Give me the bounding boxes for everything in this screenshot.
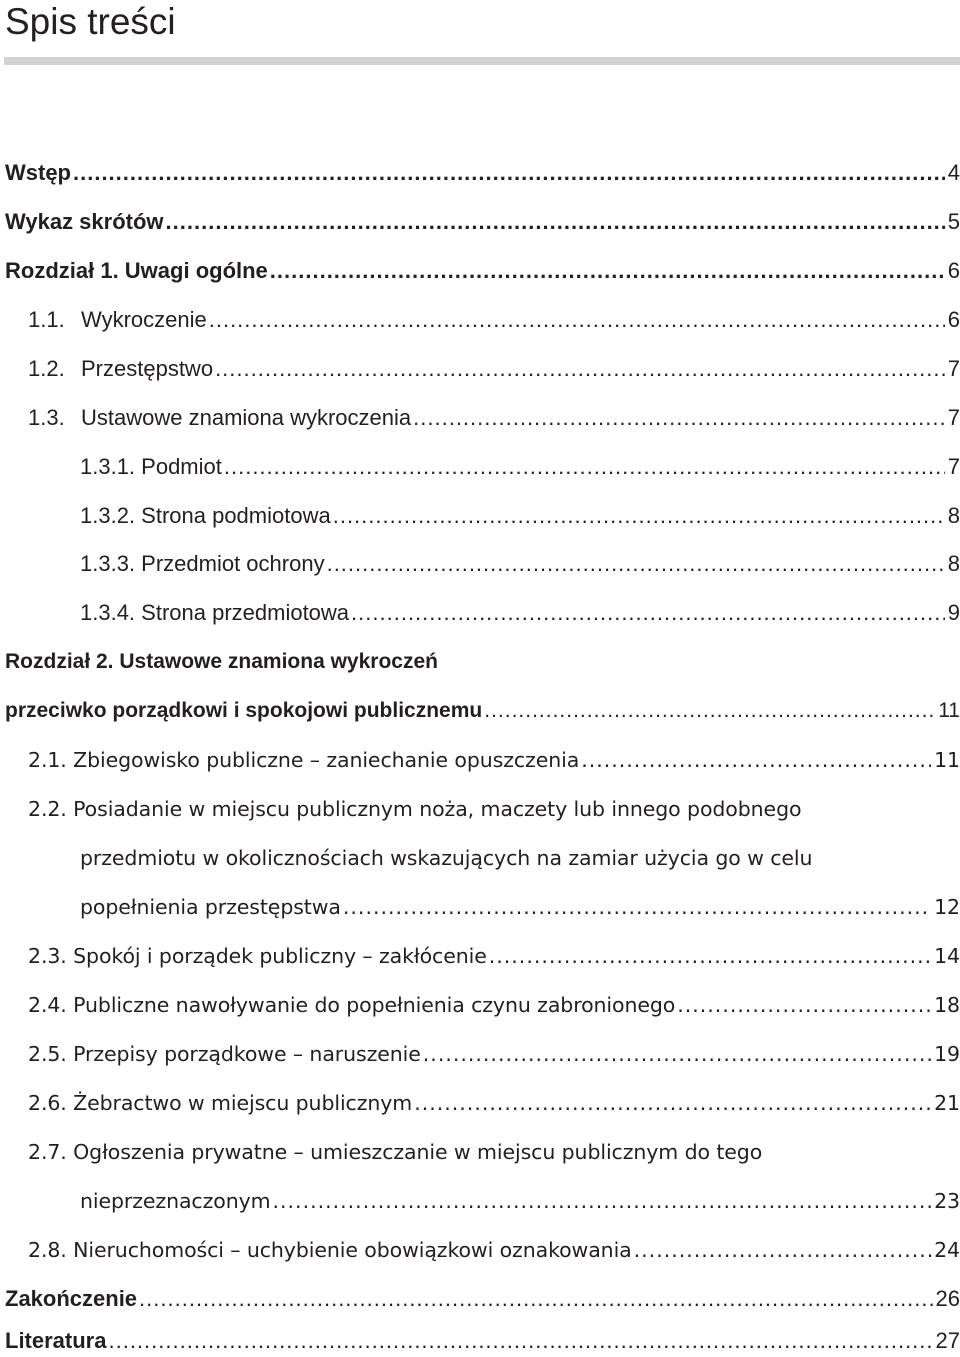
toc-entry-label: 2.1. Zbiegowisko publiczne – zaniechanie opuszczenia	[28, 748, 580, 772]
toc-page-number: 6	[947, 258, 960, 283]
toc-page-number: 5	[947, 209, 960, 234]
toc-entry-label: nieprzeznaczonym	[80, 1189, 271, 1213]
toc-entry-2-8[interactable]	[28, 1234, 960, 1266]
toc-leader-dots	[484, 695, 935, 727]
toc-page-number: 7	[947, 454, 960, 479]
toc-page-number: 6	[947, 307, 960, 332]
toc-entry-2-1[interactable]	[28, 744, 960, 776]
toc-entry-label: Ustawowe znamiona wykroczenia	[81, 405, 412, 430]
toc-entry-number: 1.3.	[28, 405, 65, 430]
toc-leader-dots	[333, 500, 945, 532]
toc-page-number: 18	[934, 993, 960, 1017]
toc-entry-2-4[interactable]	[28, 989, 960, 1021]
toc-leader-dots	[414, 1087, 931, 1119]
toc-entry-zakonczenie[interactable]	[5, 1283, 960, 1315]
toc-leader-dots	[166, 206, 945, 238]
toc-page-number: 7	[947, 405, 960, 430]
toc-leader-dots	[273, 1185, 932, 1217]
toc-entry-1-2[interactable]	[28, 353, 960, 385]
toc-entry-2-5[interactable]	[28, 1038, 960, 1070]
toc-entry-1-3-1[interactable]	[80, 451, 960, 483]
toc-page-number: 23	[934, 1189, 960, 1213]
toc-entry-label: 2.3. Spokój i porządek publiczny – zakłócenie	[28, 944, 487, 968]
toc-page-number: 4	[947, 160, 960, 185]
toc-entry-literatura[interactable]	[5, 1325, 960, 1357]
toc-leader-dots	[108, 1325, 932, 1357]
toc-entry-label: 1.3.4. Strona przedmiotowa	[80, 600, 350, 625]
toc-entry-2-7-line1[interactable]: 2.7. Ogłoszenia prywatne – umieszczanie w miejscu publicznym do tego	[28, 1140, 763, 1164]
toc-entry-1-3-4[interactable]	[80, 597, 960, 629]
toc-entry-label: Wykaz skrótów	[5, 209, 164, 234]
toc-entry-label: 2.4. Publiczne nawoływanie do popełnienia czynu zabronionego	[28, 993, 676, 1017]
toc-entry-label: 2.8. Nieruchomości – uchybienie obowiązkowi oznakowania	[28, 1238, 632, 1262]
toc-entry-label: 1.3.1. Podmiot	[80, 454, 222, 479]
toc-leader-dots	[581, 744, 931, 776]
toc-entry-rozdzial-2-line1[interactable]	[5, 646, 438, 678]
toc-leader-dots	[423, 1038, 931, 1070]
toc-page-number: 8	[947, 551, 960, 576]
toc-page-number: 9	[947, 600, 960, 625]
toc-leader-dots	[343, 891, 931, 923]
toc-page-number: 19	[934, 1042, 960, 1066]
toc-entry-label: Przestępstwo	[81, 356, 214, 381]
toc-leader-dots	[224, 451, 945, 483]
toc-page-number: 26	[935, 1286, 960, 1311]
toc-entry-label: 1.3.2. Strona podmiotowa	[80, 503, 331, 528]
toc-entry-2-6[interactable]	[28, 1087, 960, 1119]
toc-entry-label: 1.3.3. Przedmiot ochrony	[80, 551, 325, 576]
toc-entry-2-3[interactable]	[28, 940, 960, 972]
toc-entry-2-2-line2[interactable]: przedmiotu w okolicznościach wskazujących na zamiar użycia go w celu	[80, 846, 813, 870]
toc-entry-1-3[interactable]	[28, 402, 960, 434]
toc-entry-label: Rozdział 1. Uwagi ogólne	[5, 258, 268, 283]
toc-leader-dots	[413, 402, 945, 434]
toc-entry-label: Zakończenie	[5, 1286, 138, 1311]
toc-entry-1-3-3[interactable]	[80, 548, 960, 580]
toc-entry-rozdzial-2[interactable]	[5, 695, 960, 727]
toc-entry-label: Ustawowe znamiona wykroczeń	[119, 650, 438, 673]
toc-leader-dots	[139, 1283, 932, 1315]
toc-entry-label: Wstęp	[5, 160, 71, 185]
toc-leader-dots	[73, 157, 945, 189]
toc-entry-1-1[interactable]	[28, 304, 960, 336]
toc-page-number: 7	[947, 356, 960, 381]
toc-page-number: 14	[934, 944, 960, 968]
toc-leader-dots	[270, 255, 945, 287]
toc-page-number: 12	[934, 895, 960, 919]
toc-leader-dots	[215, 353, 945, 385]
toc-entry-label: Wykroczenie	[81, 307, 207, 332]
toc-entry-label: 2.6. Żebractwo w miejscu publicznym	[28, 1091, 413, 1115]
toc-entry-1-3-2[interactable]	[80, 500, 960, 532]
page-title: Spis treści	[5, 1, 176, 42]
toc-entry-2-2[interactable]	[80, 891, 960, 923]
toc-leader-dots	[327, 548, 945, 580]
toc-entry-label: popełnienia przestępstwa	[80, 895, 341, 919]
toc-leader-dots	[677, 989, 931, 1021]
toc-entry-number: 1.2.	[28, 356, 65, 381]
toc-leader-dots	[634, 1234, 931, 1266]
toc-entry-rozdzial-1[interactable]	[5, 255, 960, 287]
toc-leader-dots	[489, 940, 931, 972]
toc-entry-label: Literatura	[5, 1328, 107, 1353]
toc-entry-label: 2.5. Przepisy porządkowe – naruszenie	[28, 1042, 421, 1066]
toc-page-number: 11	[938, 699, 960, 722]
toc-page-number: 11	[934, 748, 960, 772]
toc-leader-dots	[209, 304, 945, 336]
toc-page-number: 24	[934, 1238, 960, 1262]
toc-entry-number: 1.1.	[28, 307, 65, 332]
toc-entry-2-7[interactable]	[80, 1185, 960, 1217]
toc-chapter-prefix: Rozdział 2.	[5, 650, 114, 673]
toc-entry-wstep[interactable]	[5, 157, 960, 189]
toc-page-number: 27	[935, 1328, 960, 1353]
toc-entry-label: przeciwko porządkowi i spokojowi publicznemu	[5, 699, 483, 722]
toc-page-number: 21	[934, 1091, 960, 1115]
toc-entry-2-2-line1[interactable]: 2.2. Posiadanie w miejscu publicznym noża, maczety lub innego podobnego	[28, 797, 802, 821]
toc-page-number: 8	[947, 503, 960, 528]
toc-leader-dots	[351, 597, 945, 629]
toc-entry-wykaz-skrotow[interactable]	[5, 206, 960, 238]
